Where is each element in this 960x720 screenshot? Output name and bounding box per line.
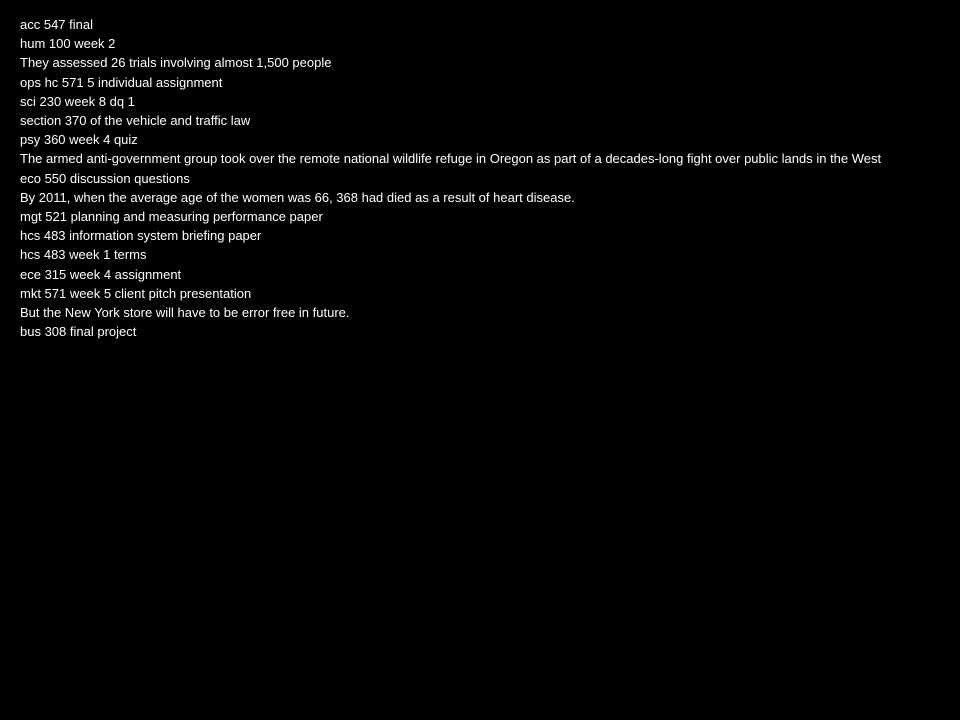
text-line-16: But the New York store will have to be error free in future.	[20, 305, 350, 321]
text-lines	[20, 15, 940, 341]
text-line-3: They assessed 26 trials involving almost 1,500 people	[20, 55, 332, 71]
text-line-8: The armed anti-government group took over the remote national wildlife refuge in Oregon as part of a decades-long fight over public lands in the West	[20, 151, 882, 167]
text-line-11: mgt 521 planning and measuring performance paper	[20, 209, 323, 225]
text-line-12: hcs 483 information system briefing paper	[20, 228, 262, 244]
text-line-13: hcs 483 week 1 terms	[20, 247, 147, 263]
text-line-1: acc 547 final	[20, 17, 93, 32]
text-line-5: sci 230 week 8 dq 1	[20, 93, 135, 109]
text-line-6: section 370 of the vehicle and traffic law	[20, 113, 251, 129]
text-line-2: hum 100 week 2	[20, 36, 116, 52]
text-line-10: By 2011, when the average age of the women was 66, 368 had died as a result of heart disease.	[20, 189, 575, 205]
text-line-7: psy 360 week 4 quiz	[20, 132, 138, 148]
text-line-14: ece 315 week 4 assignment	[20, 266, 182, 282]
text-line-17: bus 308 final project	[20, 324, 137, 340]
text-line-15: mkt 571 week 5 client pitch presentation	[20, 285, 252, 301]
text-line-4: ops hc 571 5 individual assignment	[20, 74, 223, 90]
text-line-9: eco 550 discussion questions	[20, 170, 190, 186]
